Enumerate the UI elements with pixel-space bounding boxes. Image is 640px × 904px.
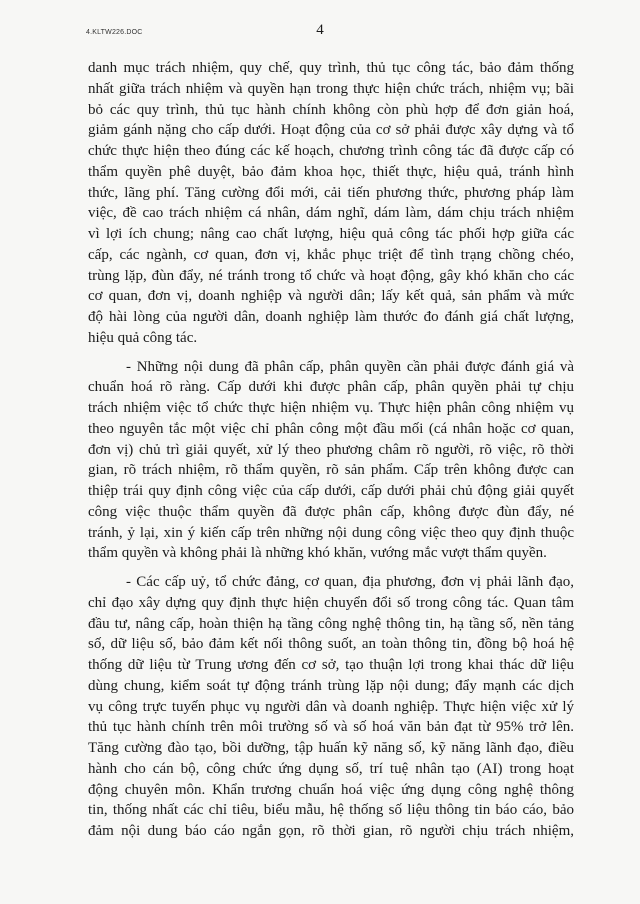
text-line: số, dữ liệu số, bảo đảm kết nối thông suốt, an toàn thông tin, đồng bộ hoá hệ [88,636,574,653]
text-line: chuẩn hoá rõ ràng. Cấp dưới khi được phân cấp, phân quyền phải tự chịu [88,379,574,396]
text-line: độ hài lòng của người dân, doanh nghiệp làm thước đo đánh giá chất lượng, [88,309,574,325]
text-line: thức, lãng phí. Tăng cường đổi mới, cải tiến phương thức, phương pháp làm [88,184,574,201]
text-line: - Những nội dung đã phân cấp, phân quyền cần phải được đánh giá và [126,358,574,375]
text-line: trùng lặp, đùn đẩy, né tránh trong tổ chức và hoạt động, gây khó khăn cho các [88,267,574,284]
text-line: việc, đề cao trách nhiệm cá nhân, dám nghĩ, dám làm, dám chịu trách nhiệm [88,205,574,222]
page-number: 4 [316,22,324,38]
paragraph [88,357,574,565]
text-line: gian, rõ trách nhiệm, rõ thẩm quyền, rõ sản phẩm. Cấp trên không được can [88,462,574,479]
paragraph [88,572,574,842]
text-line: tin, thống nhất các chỉ tiêu, biểu mẫu, hệ thống số liệu thông tin báo cáo, bảo [88,802,574,819]
text-line: đảm nội dung báo cáo ngắn gọn, rõ thời gian, rõ người chịu trách nhiệm, [88,823,574,839]
text-line: thẩm quyền phê duyệt, bảo đảm khoa học, thiết thực, hiệu quả, tránh hình [88,163,574,180]
text-line: vì lợi ích chung; nâng cao chất lượng, hiệu quả công tác phối hợp giữa các [88,226,574,242]
text-line: tránh, ỷ lại, xin ý kiến cấp trên những nội dung công việc theo quy định thuộc [88,524,574,541]
text-line: thẩm quyền và không phải là những khó khăn, vướng mắc vượt thẩm quyền. [88,545,547,562]
text-line: theo nguyên tắc một việc chỉ phân công một đầu mối (cá nhân hoặc cơ quan, [88,420,574,437]
text-line: thống dữ liệu từ Trung ương đến cơ sở, tạo thuận lợi trong khai thác dữ liệu [88,657,574,673]
text-line: dùng chung, kiểm soát tự động tránh trùng lặp nội dung; đẩy mạnh các dịch [88,677,574,694]
text-line: chức thực hiện theo đúng các kế hoạch, chương trình công tác đã được cấp có [88,143,574,159]
text-line: bỏ các quy trình, thủ tục hành chính không còn phù hợp để đơn giản hoá, [88,101,574,118]
text-line: thủ tục hành chính trên môi trường số và số hoá văn bản đạt từ 95% trở lên. [88,719,574,736]
text-line: giảm gánh nặng cho cấp dưới. Hoạt động của cơ sở phải được xây dựng và tổ [88,122,574,139]
text-line: cơ quan, đơn vị, doanh nghiệp và người dân; lấy kết quả, sản phẩm và mức [88,288,574,305]
text-line: hành cho cán bộ, công chức ứng dụng số, trí tuệ nhân tạo (AI) trong hoạt [88,760,574,777]
text-line: chỉ đạo xây dựng quy định thực hiện chuyển đổi số trong công tác. Quan tâm [88,594,574,611]
text-line: đơn vị) chủ trì giải quyết, xử lý theo phương châm rõ người, rõ việc, rõ thời [88,441,574,458]
text-line: danh mục trách nhiệm, quy chế, quy trình, thủ tục công tác, bảo đảm thống [88,60,574,76]
text-line: động chuyên môn. Khẩn trương chuẩn hoá việc ứng dụng công nghệ thông [88,781,574,798]
text-line: trách nhiệm việc tổ chức thực hiện nhiệm vụ. Thực hiện phân công nhiệm vụ [88,400,574,416]
text-line: - Các cấp uỷ, tổ chức đảng, cơ quan, địa phương, đơn vị phải lãnh đạo, [126,574,574,590]
text-line: đầu tư, nâng cấp, hoàn thiện hạ tầng công nghệ thông tin, hạ tầng số, nền tảng [88,615,574,632]
body-text [88,58,574,842]
text-line: hiệu quả công tác. [88,329,198,346]
text-line: công việc thuộc thẩm quyền đã được phân cấp, không được đùn đẩy, né [88,503,574,520]
paragraph [88,58,574,349]
text-line: vụ công trực tuyến phục vụ người dân và doanh nghiệp. Thực hiện việc xử lý [88,698,574,715]
text-line: nhất giữa trách nhiệm và quyền hạn trong thực hiện chức trách, nhiệm vụ; bãi [88,80,574,97]
text-line: thiệp trái quy định công việc của cấp dưới, cấp dưới phải chủ động giải quyết [88,483,574,499]
text-line: Tăng cường đào tạo, bồi dưỡng, tập huấn kỹ năng số, kỹ năng lãnh đạo, điều [88,740,574,756]
text-line: cấp, các ngành, cơ quan, đơn vị, khắc phục triệt để tình trạng chồng chéo, [88,246,574,263]
document-code: 4.KLTW226.DOC [86,29,143,36]
